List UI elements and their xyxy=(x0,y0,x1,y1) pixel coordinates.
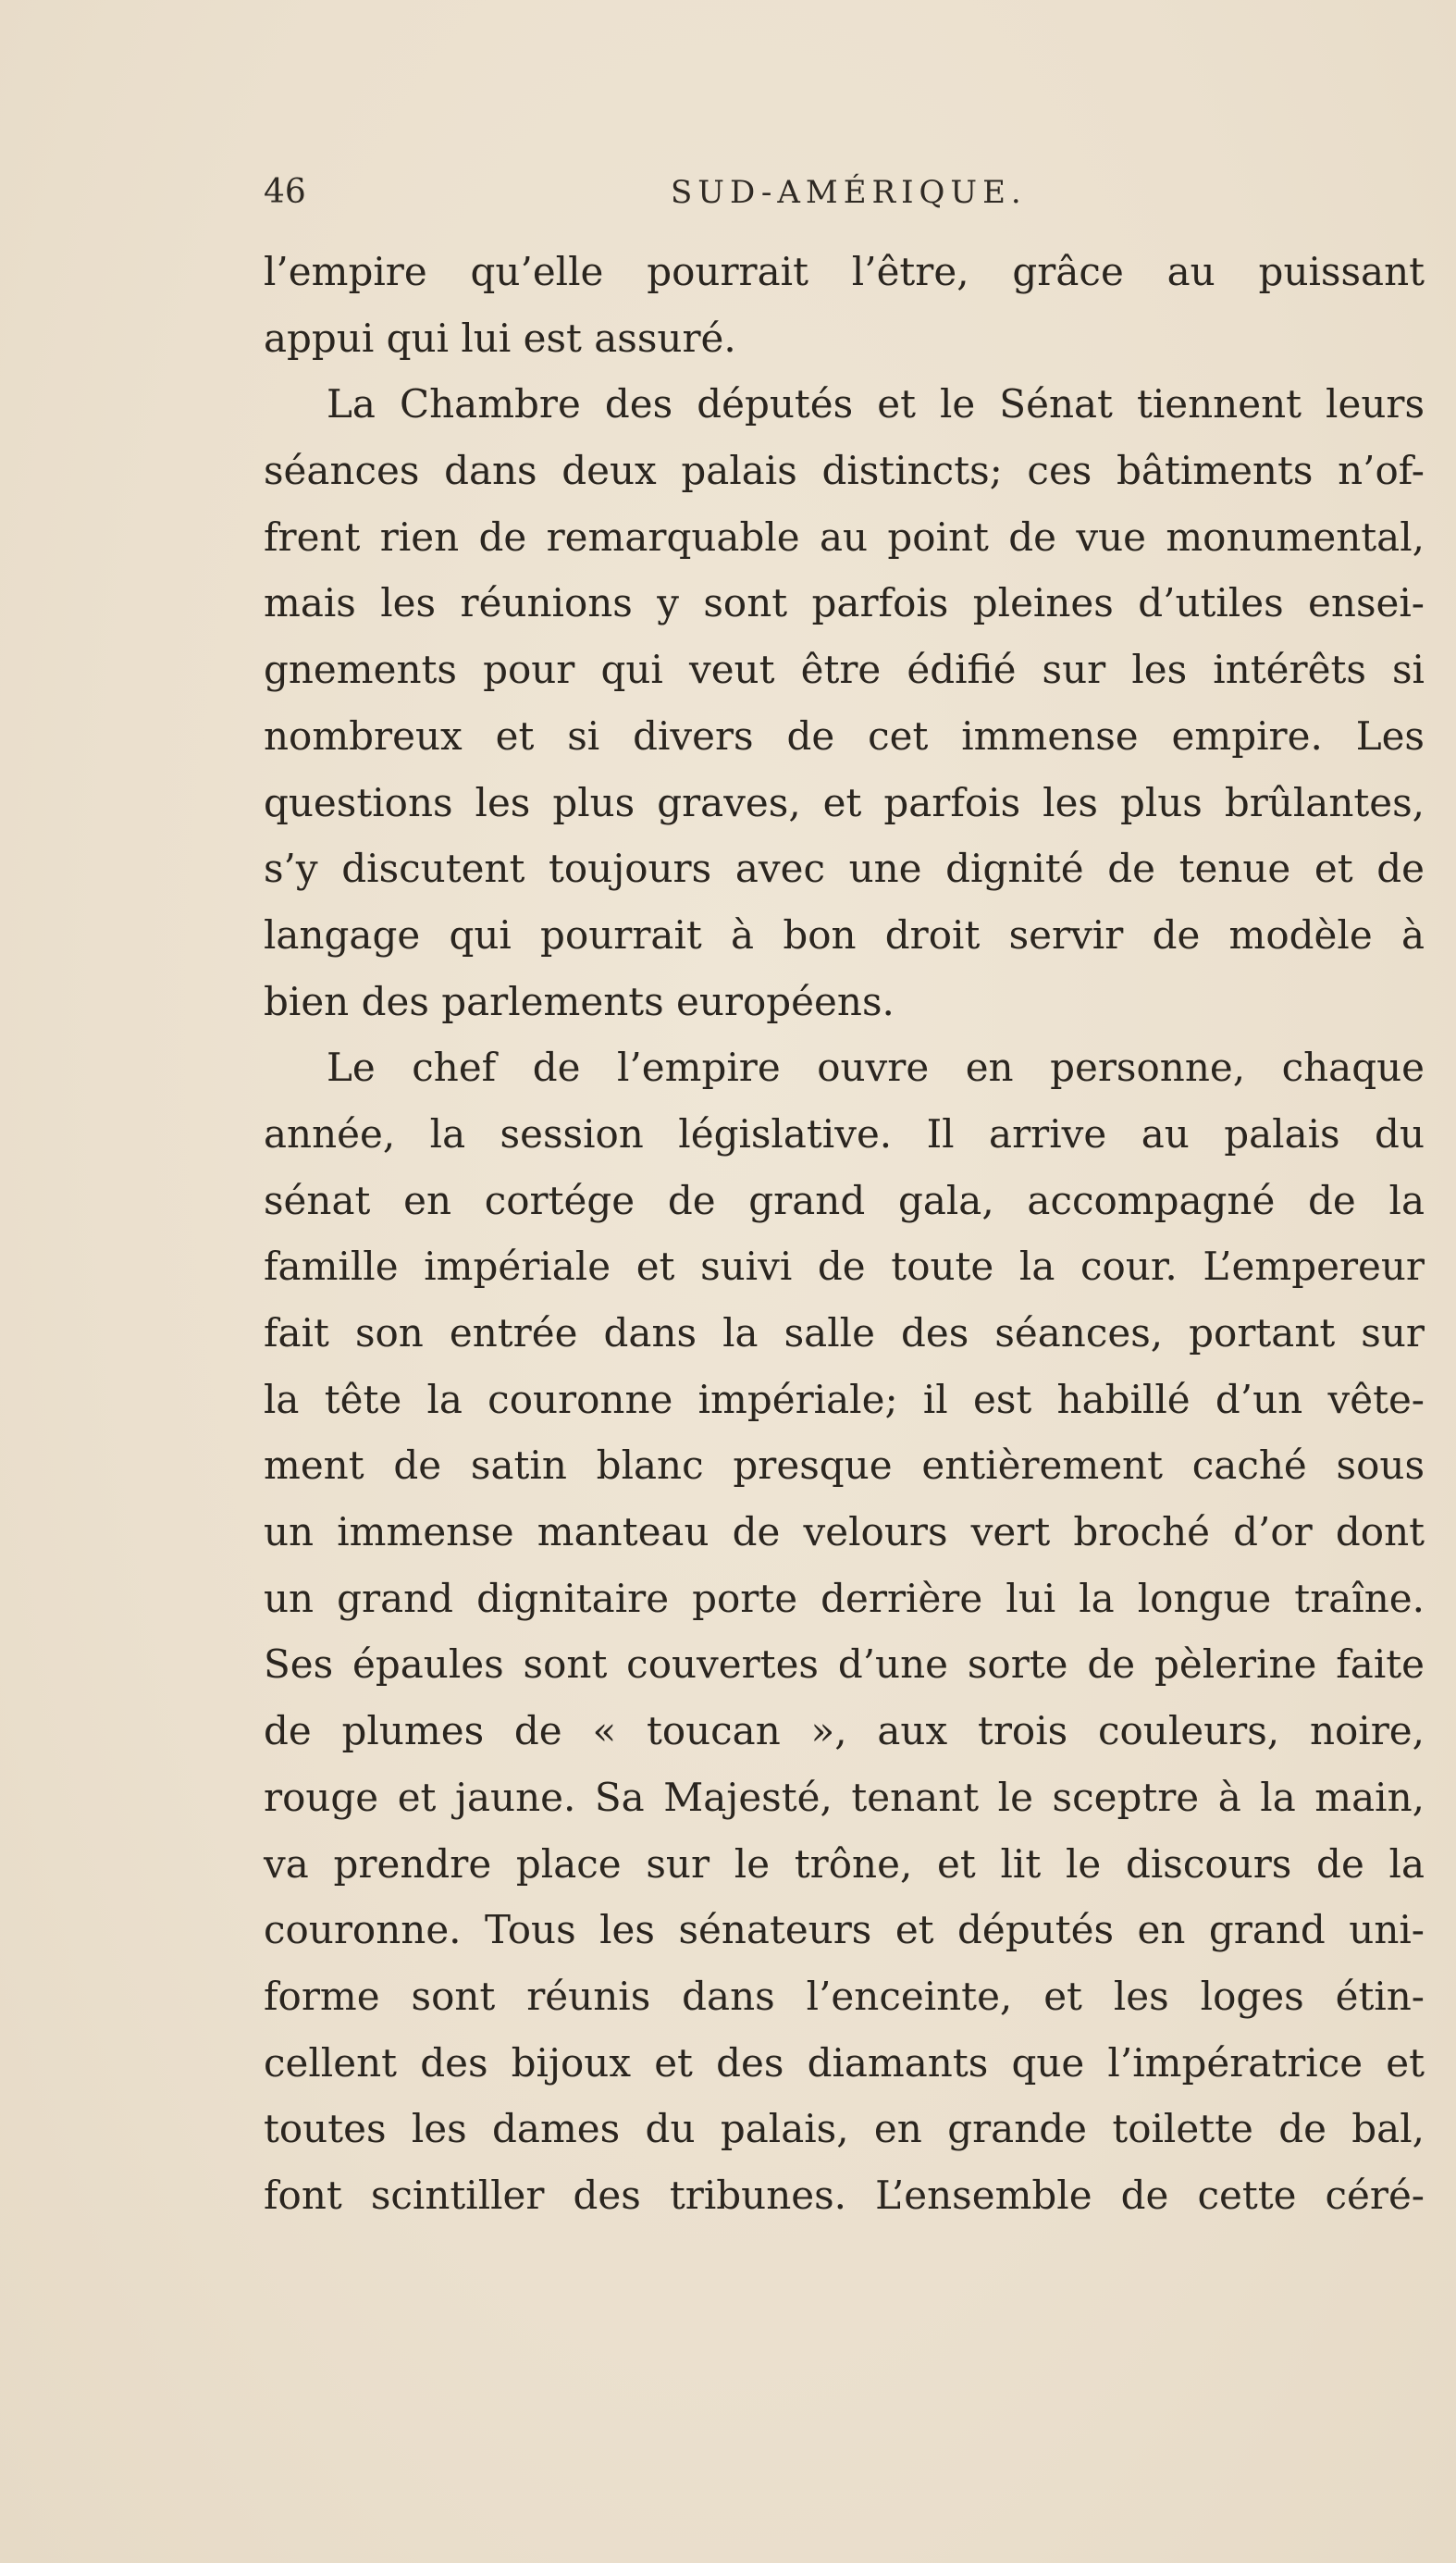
text-line: questions les plus graves, et parfois les plus brûlantes, xyxy=(264,779,1425,825)
page-number: 46 xyxy=(264,173,306,211)
text-line: nombreux et si divers de cet immense empire. Les xyxy=(264,712,1425,759)
text-line: un immense manteau de velours vert broché d’or dont xyxy=(264,1509,1425,1555)
text-line: année, la session législative. Il arrive au palais du xyxy=(264,1110,1425,1157)
text-line: couronne. Tous les sénateurs et députés en grand uni- xyxy=(264,1907,1425,1953)
text-line: toutes les dames du palais, en grande toilette de bal, xyxy=(264,2106,1425,2152)
text-line: séances dans deux palais distincts; ces bâtiments n’of- xyxy=(264,448,1425,494)
text-line: s’y discutent toujours avec une dignité de tenue et de xyxy=(264,846,1425,892)
text-line: bien des parlements européens. xyxy=(264,978,895,1024)
text-line: appui qui lui est assuré. xyxy=(264,315,736,361)
text-line: la tête la couronne impériale; il est habillé d’un vête- xyxy=(264,1376,1425,1422)
text-line: gnements pour qui veut être édifié sur les intérêts si xyxy=(264,647,1425,693)
body-text xyxy=(264,239,1425,2229)
text-line: sénat en cortége de grand gala, accompagné de la xyxy=(264,1177,1425,1223)
text-line: un grand dignitaire porte derrière lui la longue traîne. xyxy=(264,1575,1425,1621)
text-line: famille impériale et suivi de toute la cour. L’empereur xyxy=(264,1244,1425,1290)
text-line: rouge et jaune. Sa Majesté, tenant le sceptre à la main, xyxy=(264,1774,1425,1820)
text-line: Ses épaules sont couvertes d’une sorte de pèlerine faite xyxy=(264,1641,1425,1688)
text-line: va prendre place sur le trône, et lit le discours de la xyxy=(264,1840,1425,1887)
text-line: l’empire qu’elle pourrait l’être, grâce au puissant xyxy=(264,249,1425,294)
text-line: Le chef de l’empire ouvre en personne, chaque xyxy=(327,1045,1425,1091)
text-line: forme sont réunis dans l’enceinte, et les loges étin- xyxy=(264,1973,1425,2019)
page-header xyxy=(264,165,1425,220)
text-line: cellent des bijoux et des diamants que l’impératrice et xyxy=(264,2039,1425,2086)
text-line: frent rien de remarquable au point de vue monumental, xyxy=(264,514,1425,560)
text-line: font scintiller des tribunes. L’ensemble de cette céré- xyxy=(264,2172,1425,2218)
running-title: SUD-AMÉRIQUE. xyxy=(671,174,1027,211)
text-line: La Chambre des députés et le Sénat tiennent leurs xyxy=(327,381,1425,427)
text-line: langage qui pourrait à bon droit servir de modèle à xyxy=(264,911,1425,958)
text-line: mais les réunions y sont parfois pleines d’utiles ensei- xyxy=(264,580,1425,626)
text-line: fait son entrée dans la salle des séances, portant sur xyxy=(264,1310,1425,1356)
text-line: de plumes de « toucan », aux trois couleurs, noire, xyxy=(264,1708,1425,1754)
text-line: ment de satin blanc presque entièrement caché sous xyxy=(264,1442,1425,1489)
